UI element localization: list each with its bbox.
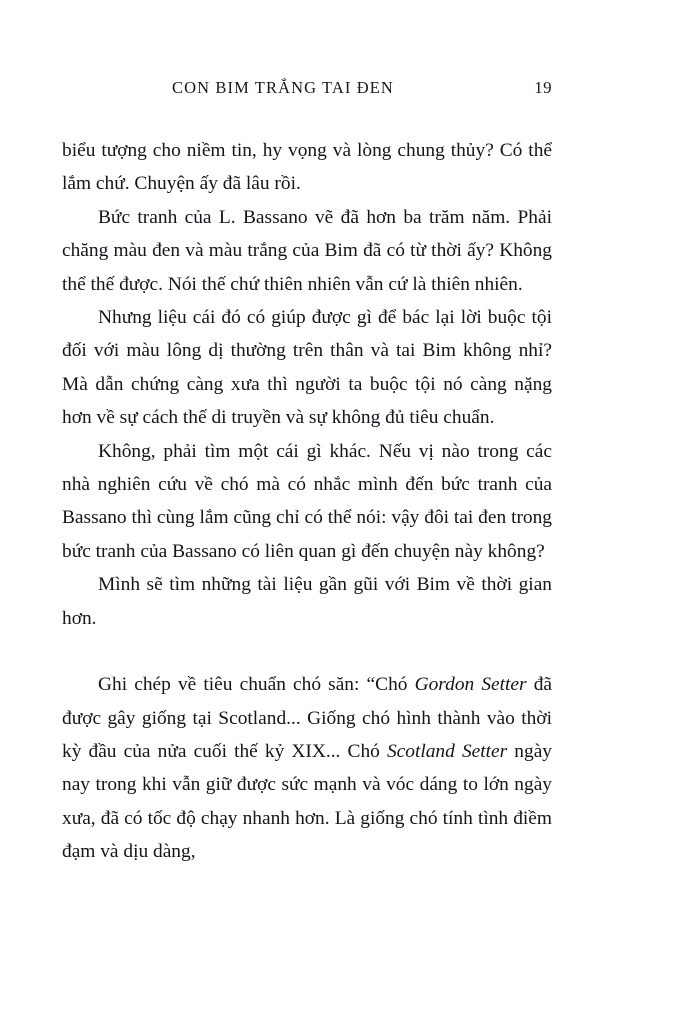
page-number: 19 <box>534 78 552 97</box>
paragraph-quote <box>62 668 552 868</box>
paragraph: Mình sẽ tìm những tài liệu gần gũi với Bim về thời gian hơn. <box>62 574 552 629</box>
running-title: CON BIM TRẮNG TAI ĐEN <box>172 78 394 97</box>
paragraph: Không, phải tìm một cái gì khác. Nếu vị nào trong các nhà nghiên cứu về chó mà có nhắc mình đến bức tranh của Bassano thì cùng lắm cũng chỉ có thể nói: vậy đôi tai đen trong bức tranh của Bassano có liên quan gì đến chuyện này không? <box>62 440 552 562</box>
paragraph: biểu tượng cho niềm tin, hy vọng và lòng chung thủy? Có thể lắm chứ. Chuyện ấy đã lâu rồi. <box>62 140 552 195</box>
breed-name-italic: Scotland Setter <box>386 740 508 762</box>
body-text <box>62 134 552 869</box>
breed-name-italic: Gordon Setter <box>414 674 527 696</box>
quote-text: ngày nay trong khi vẫn giữ được sức mạnh và vóc dáng to lớn ngày xưa, đã có tốc độ chạy nhanh hơn. Là giống chó tính tình điềm đạm và dịu dàng, <box>62 740 552 863</box>
quote-text: Ghi chép về tiêu chuẩn chó săn: “Chó <box>98 674 415 696</box>
page-content <box>62 78 552 869</box>
paragraph: Nhưng liệu cái đó có giúp được gì để bác lại lời buộc tội đối với màu lông dị thường trên thân và tai Bim không nhỉ? Mà dẫn chứng càng xưa thì người ta buộc tội nó càng nặng hơn về sự cách thế di truyền và sự không đủ tiêu chuẩn. <box>62 307 552 429</box>
paragraph-spacer <box>62 635 552 668</box>
paragraph: Bức tranh của L. Bassano vẽ đã hơn ba trăm năm. Phải chăng màu đen và màu trắng của Bim đã có từ thời ấy? Không thể thế được. Nói thế chứ thiên nhiên vẫn cứ là thiên nhiên. <box>62 206 552 295</box>
quote-text: đã được gây giống tại Scotland... Giống chó hình thành vào thời kỳ đầu của nửa cuối thế kỷ XIX... Chó <box>62 674 553 762</box>
running-head <box>62 78 552 108</box>
